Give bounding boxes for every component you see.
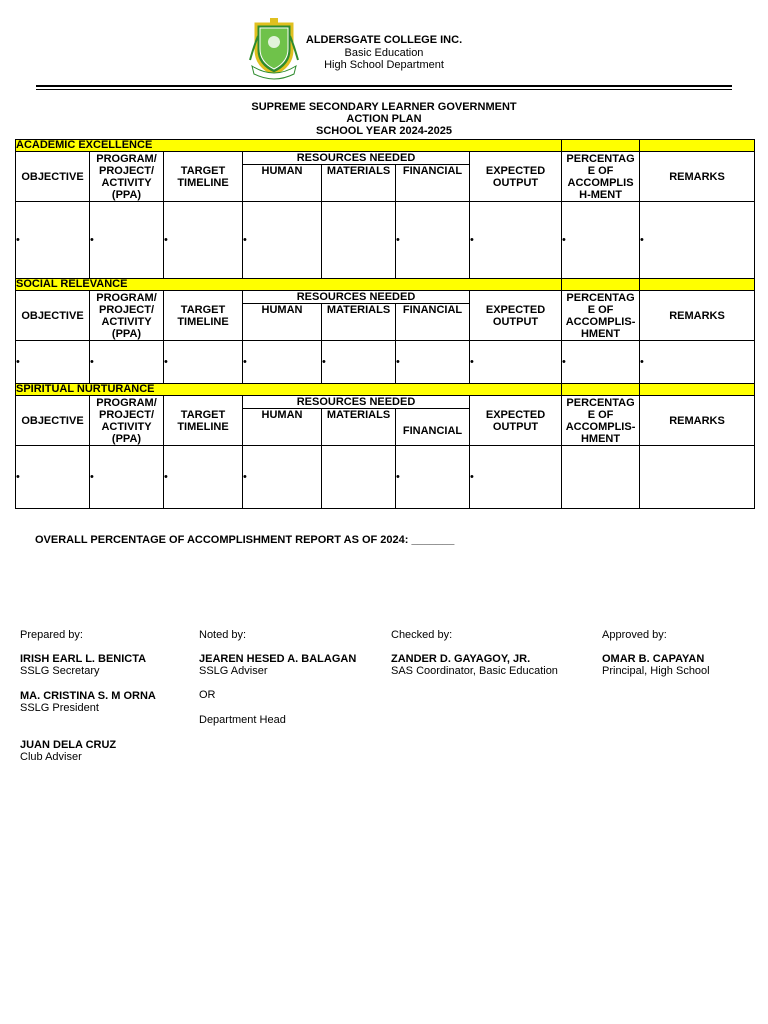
- noter-alt-role: Department Head: [199, 714, 286, 726]
- section-row-social: [16, 279, 755, 291]
- col-pct-l3: ACCOMPLIS: [567, 176, 634, 189]
- bullet: •: [470, 234, 474, 246]
- col-remarks: REMARKS: [640, 152, 755, 202]
- col-target: [164, 396, 243, 446]
- col-pct-l4: H-MENT: [579, 188, 622, 201]
- approved-by-block: [602, 629, 752, 677]
- col-ppa-l1: PROGRAM/: [96, 291, 157, 304]
- bullet: •: [396, 356, 400, 368]
- checked-by-label: Checked by:: [391, 629, 453, 641]
- col-target: [164, 152, 243, 202]
- bullet: •: [396, 471, 400, 483]
- school-seal-icon: [248, 16, 300, 82]
- section-blank: [562, 384, 640, 396]
- section-title: ACADEMIC EXCELLENCE: [16, 140, 562, 152]
- col-target-l1: TARGET: [180, 408, 226, 421]
- col-objective: OBJECTIVE: [16, 291, 90, 341]
- col-percentage: [562, 396, 640, 446]
- col-pct-l2: E OF: [587, 164, 614, 177]
- header-divider: [36, 85, 732, 87]
- prepared-by-label: Prepared by:: [20, 629, 83, 641]
- bullet: •: [470, 356, 474, 368]
- cell-objective: [16, 341, 90, 384]
- checker-role: SAS Coordinator, Basic Education: [391, 665, 558, 677]
- cell-expected: [470, 341, 562, 384]
- col-target-l2: TIMELINE: [177, 176, 229, 189]
- cell-remarks: [640, 202, 755, 279]
- col-expected: [470, 152, 562, 202]
- col-percentage: [562, 291, 640, 341]
- bullet: •: [164, 234, 168, 246]
- col-objective: OBJECTIVE: [16, 396, 90, 446]
- cell-remarks: [640, 446, 755, 509]
- cell-financial: [396, 202, 470, 279]
- bullet: •: [243, 356, 247, 368]
- col-materials: MATERIALS: [322, 409, 396, 446]
- col-materials: MATERIALS: [322, 304, 396, 341]
- bullet: •: [562, 234, 566, 246]
- cell-materials: [322, 341, 396, 384]
- col-ppa-l2: PROJECT/: [98, 303, 154, 316]
- col-ppa-l1: PROGRAM/: [96, 396, 157, 409]
- checked-by-block: [391, 629, 591, 677]
- cell-objective: [16, 446, 90, 509]
- col-pct-l1: PERCENTAG: [566, 396, 635, 409]
- col-pct-l2: E OF: [587, 408, 614, 421]
- noted-or: OR: [199, 689, 216, 701]
- col-percentage: [562, 152, 640, 202]
- bullet: •: [322, 356, 326, 368]
- entry-row: [16, 341, 755, 384]
- title-line-2: ACTION PLAN: [346, 113, 422, 125]
- cell-human: [243, 202, 322, 279]
- col-remarks: REMARKS: [640, 396, 755, 446]
- section-blank: [562, 279, 640, 291]
- col-target-l1: TARGET: [180, 164, 226, 177]
- col-expected-l2: OUTPUT: [492, 420, 539, 433]
- preparer-role-2: SSLG President: [20, 702, 99, 714]
- prepared-by-block: [20, 629, 190, 763]
- bullet: •: [164, 356, 168, 368]
- title-line-3: SCHOOL YEAR 2024-2025: [316, 125, 452, 137]
- cell-percentage: [562, 341, 640, 384]
- bullet: •: [562, 356, 566, 368]
- section-row-academic: [16, 140, 755, 152]
- cell-financial: [396, 341, 470, 384]
- col-resources: RESOURCES NEEDED: [243, 291, 470, 304]
- cell-human: [243, 341, 322, 384]
- col-financial: FINANCIAL: [396, 165, 470, 202]
- col-human: HUMAN: [243, 304, 322, 341]
- cell-human: [243, 446, 322, 509]
- cell-expected: [470, 202, 562, 279]
- cell-remarks: [640, 341, 755, 384]
- bullet: •: [470, 471, 474, 483]
- school-department: High School Department: [324, 59, 444, 71]
- col-resources: RESOURCES NEEDED: [243, 396, 470, 409]
- bullet: •: [16, 471, 20, 483]
- noter-role: SSLG Adviser: [199, 665, 268, 677]
- col-financial: FINANCIAL: [396, 409, 470, 446]
- bullet: •: [90, 356, 94, 368]
- header-divider-thin: [36, 89, 732, 90]
- col-ppa-l4: (PPA): [111, 432, 142, 445]
- bullet: •: [90, 471, 94, 483]
- col-expected: [470, 291, 562, 341]
- col-pct-l1: PERCENTAG: [566, 152, 635, 165]
- approver-role: Principal, High School: [602, 665, 710, 677]
- bullet: •: [16, 234, 20, 246]
- header-row: [16, 152, 755, 165]
- preparer-name-2: MA. CRISTINA S. M ORNA: [20, 690, 156, 702]
- col-target-l2: TIMELINE: [177, 315, 229, 328]
- col-expected-l1: EXPECTED: [485, 303, 546, 316]
- bullet: •: [164, 471, 168, 483]
- overall-percentage: OVERALL PERCENTAGE OF ACCOMPLISHMENT REPORT AS OF 2024: _______: [35, 534, 455, 546]
- cell-ppa: [90, 341, 164, 384]
- col-ppa: [90, 396, 164, 446]
- cell-ppa: [90, 446, 164, 509]
- col-ppa-l2: PROJECT/: [98, 408, 154, 421]
- school-division: Basic Education: [344, 46, 424, 59]
- col-remarks: REMARKS: [640, 291, 755, 341]
- cell-percentage: [562, 202, 640, 279]
- header-row: [16, 396, 755, 409]
- col-ppa-l4: (PPA): [111, 188, 142, 201]
- col-human: HUMAN: [243, 409, 322, 446]
- cell-financial: [396, 446, 470, 509]
- bullet: •: [243, 234, 247, 246]
- col-expected: [470, 396, 562, 446]
- section-blank: [640, 279, 755, 291]
- col-expected-l2: OUTPUT: [492, 315, 539, 328]
- section-row-spiritual: [16, 384, 755, 396]
- col-materials: MATERIALS: [322, 165, 396, 202]
- bullet: •: [16, 356, 20, 368]
- bullet: •: [90, 234, 94, 246]
- document-title: [200, 101, 568, 137]
- action-plan-table: [15, 139, 755, 509]
- cell-target: [164, 446, 243, 509]
- col-target-l2: TIMELINE: [177, 420, 229, 433]
- col-expected-l1: EXPECTED: [485, 164, 546, 177]
- col-ppa: [90, 291, 164, 341]
- col-financial: FINANCIAL: [396, 304, 470, 341]
- title-line-1: SUPREME SECONDARY LEARNER GOVERNMENT: [251, 101, 517, 113]
- col-pct-l1: PERCENTAG: [566, 291, 635, 304]
- col-pct-l3: ACCOMPLIS-: [565, 315, 636, 328]
- section-blank: [640, 384, 755, 396]
- noted-by-block: [199, 629, 384, 726]
- section-blank: [640, 140, 755, 152]
- preparer-name-1: IRISH EARL L. BENICTA: [20, 653, 147, 665]
- cell-expected: [470, 446, 562, 509]
- school-name: ALDERSGATE COLLEGE INC.: [305, 34, 463, 46]
- cell-target: [164, 202, 243, 279]
- checker-name: ZANDER D. GAYAGOY, JR.: [391, 653, 531, 665]
- col-pct-l2: E OF: [587, 303, 614, 316]
- cell-materials: [322, 202, 396, 279]
- section-title: SOCIAL RELEVANCE: [16, 279, 562, 291]
- col-ppa-l3: ACTIVITY: [101, 176, 152, 189]
- bullet: •: [640, 356, 644, 368]
- col-pct-l4: HMENT: [580, 327, 621, 340]
- entry-row: [16, 446, 755, 509]
- col-expected-l2: OUTPUT: [492, 176, 539, 189]
- cell-percentage: [562, 446, 640, 509]
- col-ppa-l3: ACTIVITY: [101, 315, 152, 328]
- approved-by-label: Approved by:: [602, 629, 667, 641]
- cell-objective: [16, 202, 90, 279]
- col-ppa-l3: ACTIVITY: [101, 420, 152, 433]
- bullet: •: [640, 234, 644, 246]
- preparer-role-3: Club Adviser: [20, 751, 82, 763]
- approver-name: OMAR B. CAPAYAN: [602, 653, 705, 665]
- col-objective: OBJECTIVE: [16, 152, 90, 202]
- section-title: SPIRITUAL NURTURANCE: [16, 384, 562, 396]
- col-resources: RESOURCES NEEDED: [243, 152, 470, 165]
- col-target: [164, 291, 243, 341]
- col-ppa-l4: (PPA): [111, 327, 142, 340]
- bullet: •: [243, 471, 247, 483]
- noter-name: JEAREN HESED A. BALAGAN: [199, 653, 357, 665]
- col-ppa: [90, 152, 164, 202]
- col-human: HUMAN: [243, 165, 322, 202]
- col-pct-l4: HMENT: [580, 432, 621, 445]
- header-row: [16, 291, 755, 304]
- noted-by-label: Noted by:: [199, 629, 247, 641]
- section-blank: [562, 140, 640, 152]
- col-ppa-l1: PROGRAM/: [96, 152, 157, 165]
- col-expected-l1: EXPECTED: [485, 408, 546, 421]
- cell-target: [164, 341, 243, 384]
- col-ppa-l2: PROJECT/: [98, 164, 154, 177]
- school-header: [300, 34, 468, 72]
- cell-materials: [322, 446, 396, 509]
- col-pct-l3: ACCOMPLIS-: [565, 420, 636, 433]
- preparer-name-3: JUAN DELA CRUZ: [20, 739, 117, 751]
- preparer-role-1: SSLG Secretary: [20, 665, 100, 677]
- cell-ppa: [90, 202, 164, 279]
- entry-row: [16, 202, 755, 279]
- col-target-l1: TARGET: [180, 303, 226, 316]
- bullet: •: [396, 234, 400, 246]
